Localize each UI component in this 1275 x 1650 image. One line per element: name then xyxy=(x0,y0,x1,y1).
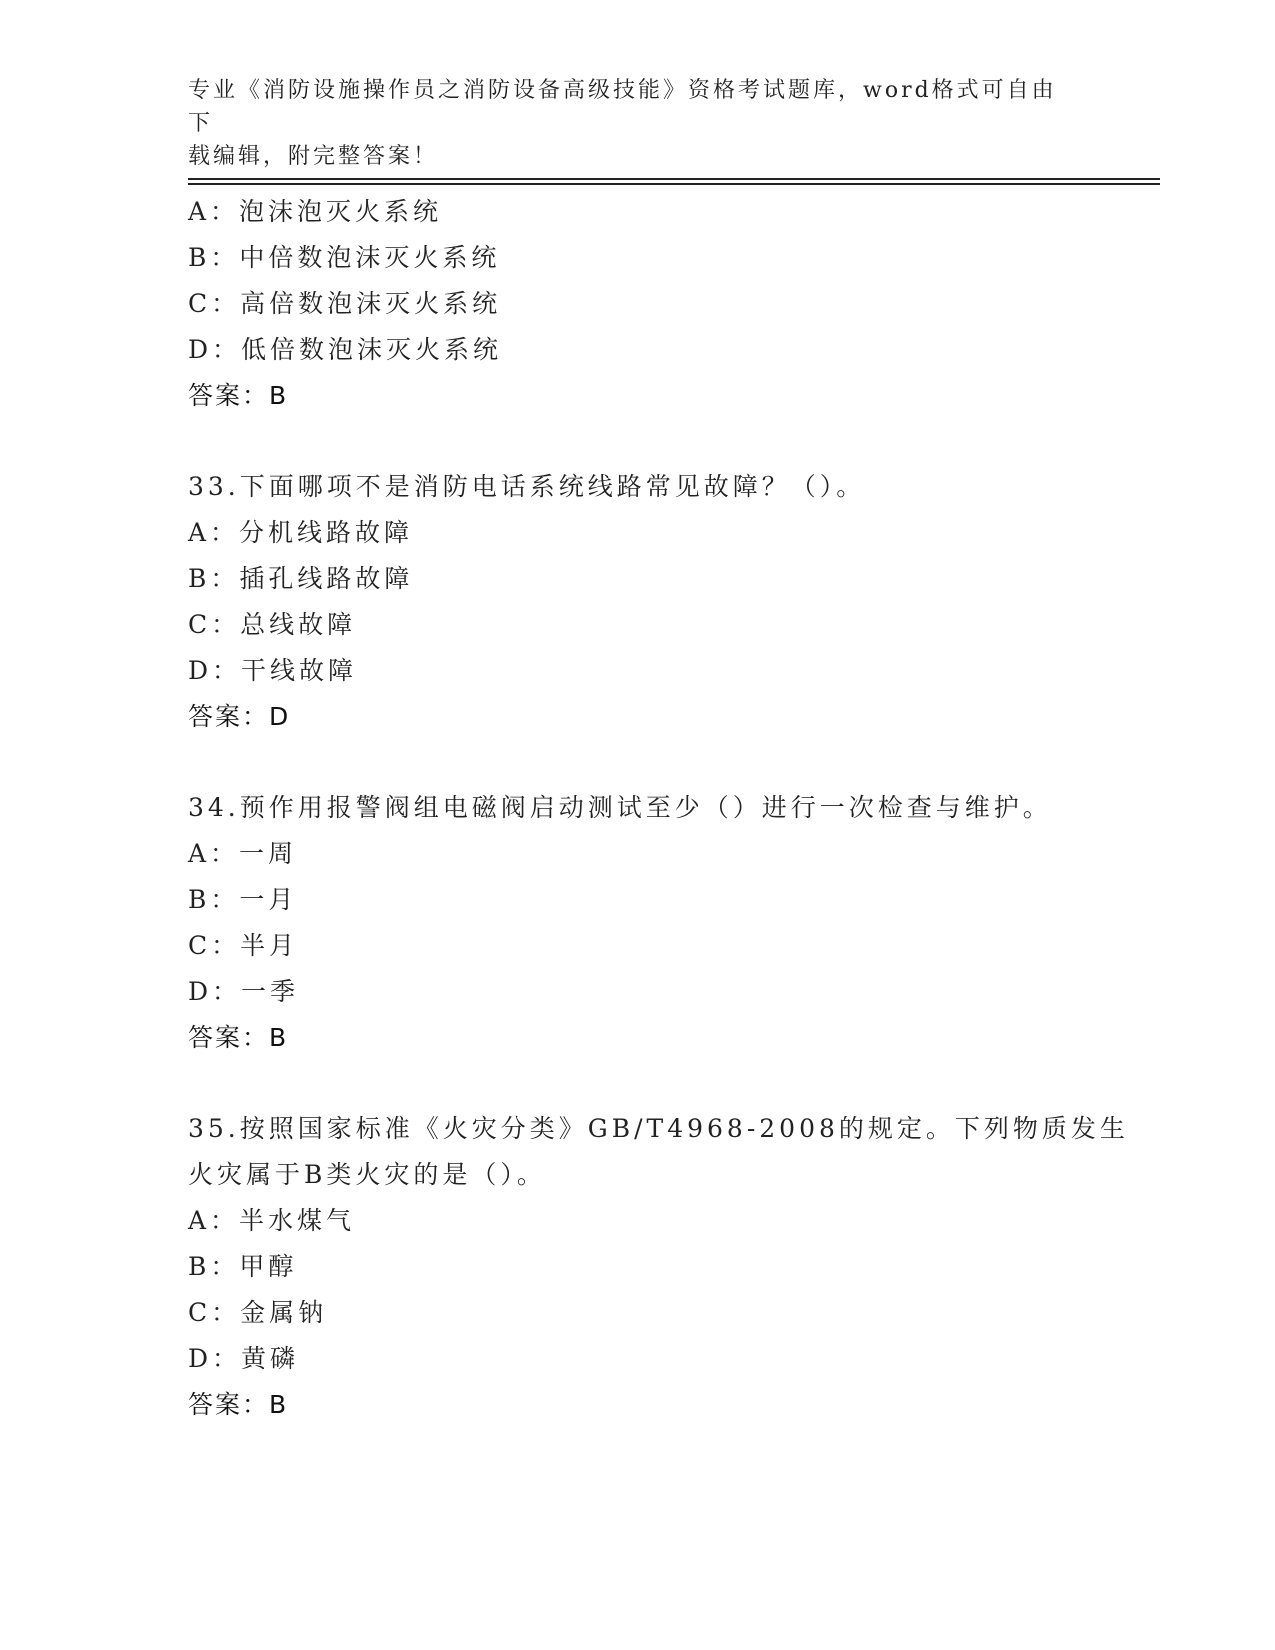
option-b: B：中倍数泡沫灭火系统 xyxy=(188,243,501,272)
spacer xyxy=(188,740,1088,785)
option-b: B：甲醇 xyxy=(188,1252,298,1281)
option-c: C：半月 xyxy=(188,931,299,960)
header-divider-bottom xyxy=(188,183,1160,185)
option-a: A：泡沫泡灭火系统 xyxy=(188,197,443,226)
question-34-block xyxy=(188,785,1088,1061)
option-b: B：一月 xyxy=(188,885,298,914)
header-divider-top xyxy=(188,178,1160,180)
answer-line: 答案：B xyxy=(188,1023,289,1052)
option-d: D：干线故障 xyxy=(188,656,358,685)
spacer xyxy=(188,1061,1088,1106)
question-text-line-1: 35.按照国家标准《火灾分类》GB/T4968-2008的规定。下列物质发生 xyxy=(188,1114,1129,1143)
option-c: C：总线故障 xyxy=(188,610,357,639)
spacer xyxy=(188,419,1088,464)
question-text-line-2: 火灾属于B类火灾的是（）。 xyxy=(188,1160,546,1189)
option-d: D：一季 xyxy=(188,977,300,1006)
option-a: A：分机线路故障 xyxy=(188,518,414,547)
option-a: A：一周 xyxy=(188,839,298,868)
header-line-2: 载编辑，附完整答案！ xyxy=(188,144,439,169)
question-list xyxy=(188,189,1129,1428)
question-35-block xyxy=(188,1106,1129,1428)
answer-line: 答案：B xyxy=(188,381,289,410)
document-header xyxy=(188,74,1068,173)
option-c: C：高倍数泡沫灭火系统 xyxy=(188,289,502,318)
header-line-1: 专业《消防设施操作员之消防设备高级技能》资格考试题库，word格式可自由下 xyxy=(188,78,1057,136)
option-b: B：插孔线路故障 xyxy=(188,564,414,593)
option-c: C：金属钠 xyxy=(188,1298,328,1327)
answer-line: 答案：D xyxy=(188,702,291,731)
option-a: A：半水煤气 xyxy=(188,1206,356,1235)
option-d: D：黄磷 xyxy=(188,1344,300,1373)
question-text: 33.下面哪项不是消防电话系统线路常见故障？（）。 xyxy=(188,472,866,501)
question-text: 34.预作用报警阀组电磁阀启动测试至少（）进行一次检查与维护。 xyxy=(188,793,1052,822)
question-33-block xyxy=(188,464,1088,740)
question-32-block xyxy=(188,189,1088,419)
answer-line: 答案：B xyxy=(188,1390,289,1419)
option-d: D：低倍数泡沫灭火系统 xyxy=(188,335,503,364)
